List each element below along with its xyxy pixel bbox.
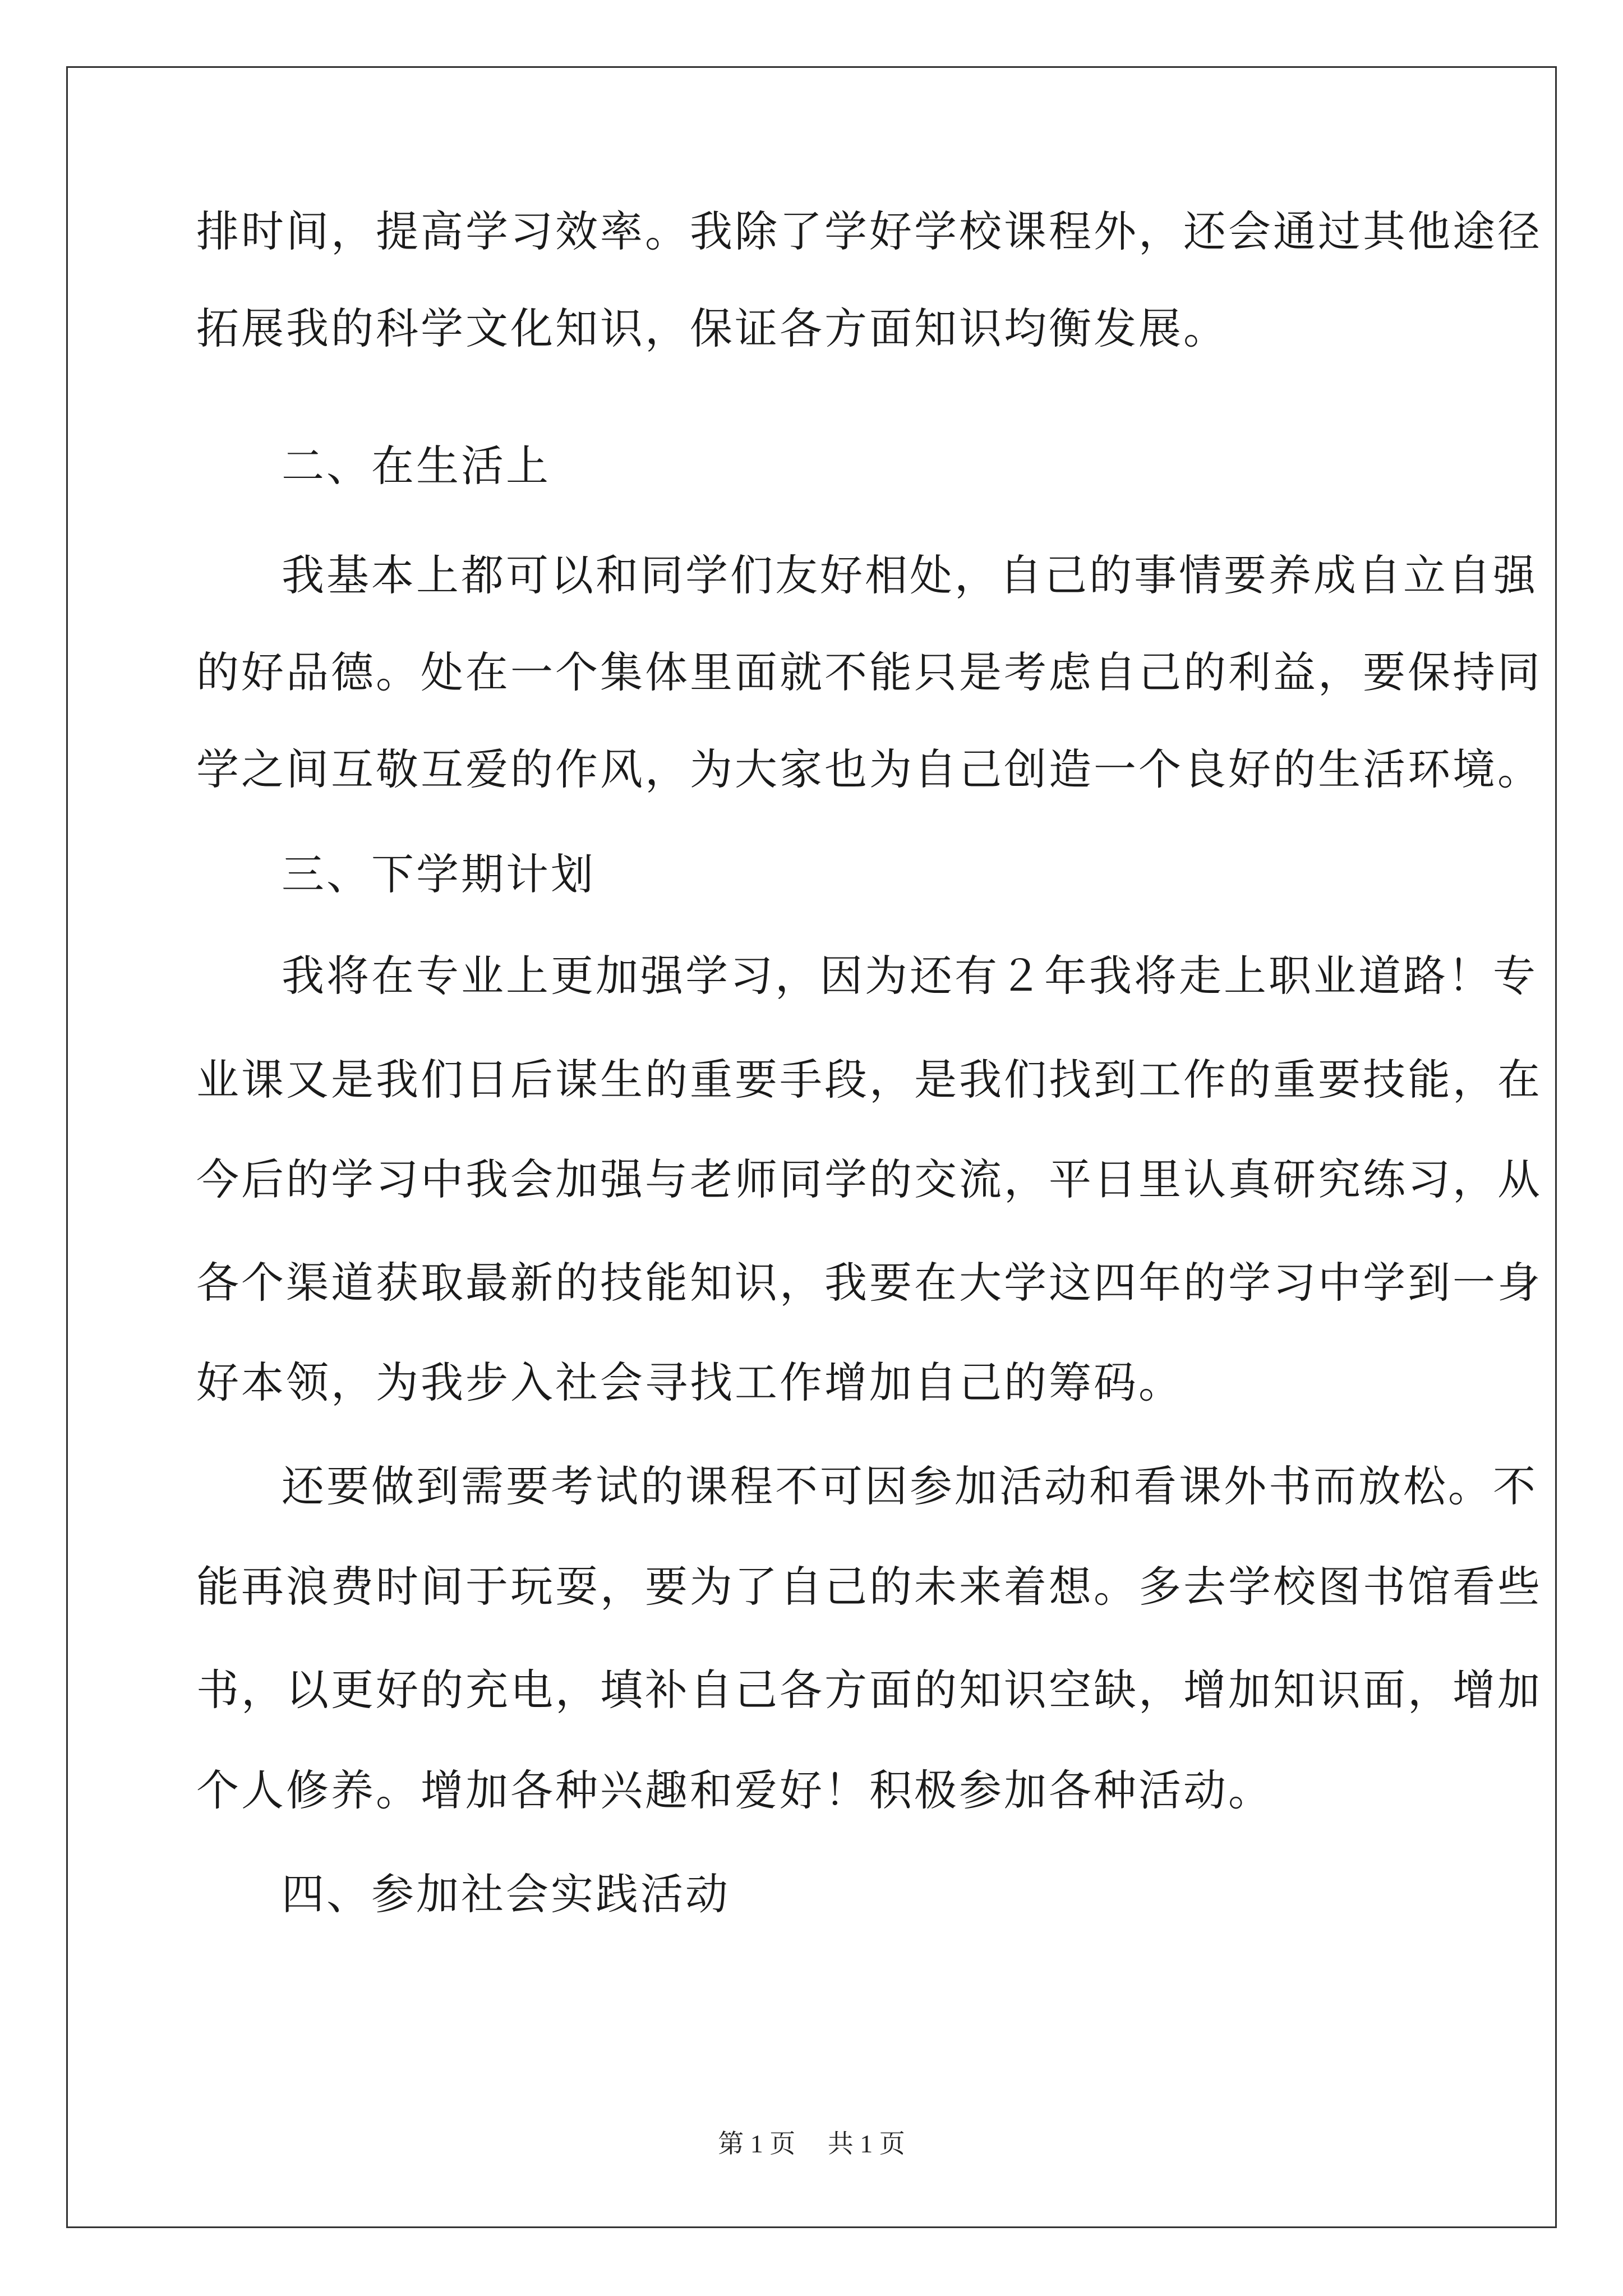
page-number-footer: 第 1 页 共 1 页 bbox=[718, 2129, 905, 2158]
section-heading: 四、参加社会实践活动 bbox=[282, 1869, 730, 1919]
body-line: 好本领，为我步入社会寻找工作增加自己的筹码。 bbox=[196, 1358, 1183, 1407]
paragraph-first-line: 还要做到需要考试的课程不可因参加活动和看课外书而放松。不 bbox=[282, 1461, 1538, 1511]
body-line: 排时间，提高学习效率。我除了学好学校课程外，还会通过其他途径 bbox=[196, 206, 1542, 256]
section-heading: 三、下学期计划 bbox=[282, 849, 596, 899]
body-line: 的好品德。处在一个集体里面就不能只是考虑自己的利益，要保持同 bbox=[196, 647, 1542, 697]
body-line: 业课又是我们日后谋生的重要手段，是我们找到工作的重要技能，在 bbox=[196, 1055, 1542, 1105]
body-line: 拓展我的科学文化知识，保证各方面知识均衡发展。 bbox=[196, 303, 1228, 353]
body-line: 书，以更好的充电，填补自己各方面的知识空缺，增加知识面，增加 bbox=[196, 1665, 1542, 1715]
body-line: 学之间互敬互爱的作风，为大家也为自己创造一个良好的生活环境。 bbox=[196, 744, 1542, 794]
paragraph-first-line: 我基本上都可以和同学们友好相处，自己的事情要养成自立自强 bbox=[282, 550, 1538, 600]
body-line: 各个渠道获取最新的技能知识，我要在大学这四年的学习中学到一身 bbox=[196, 1258, 1542, 1308]
body-line: 今后的学习中我会加强与老师同学的交流，平日里认真研究练习，从 bbox=[196, 1154, 1542, 1204]
body-line: 能再浪费时间于玩耍，要为了自己的未来着想。多去学校图书馆看些 bbox=[196, 1562, 1542, 1612]
body-line: 个人修养。增加各种兴趣和爱好！积极参加各种活动。 bbox=[196, 1765, 1273, 1815]
section-heading: 二、在生活上 bbox=[282, 441, 551, 491]
paragraph-first-line: 我将在专业上更加强学习，因为还有２年我将走上职业道路！专 bbox=[282, 951, 1538, 1001]
